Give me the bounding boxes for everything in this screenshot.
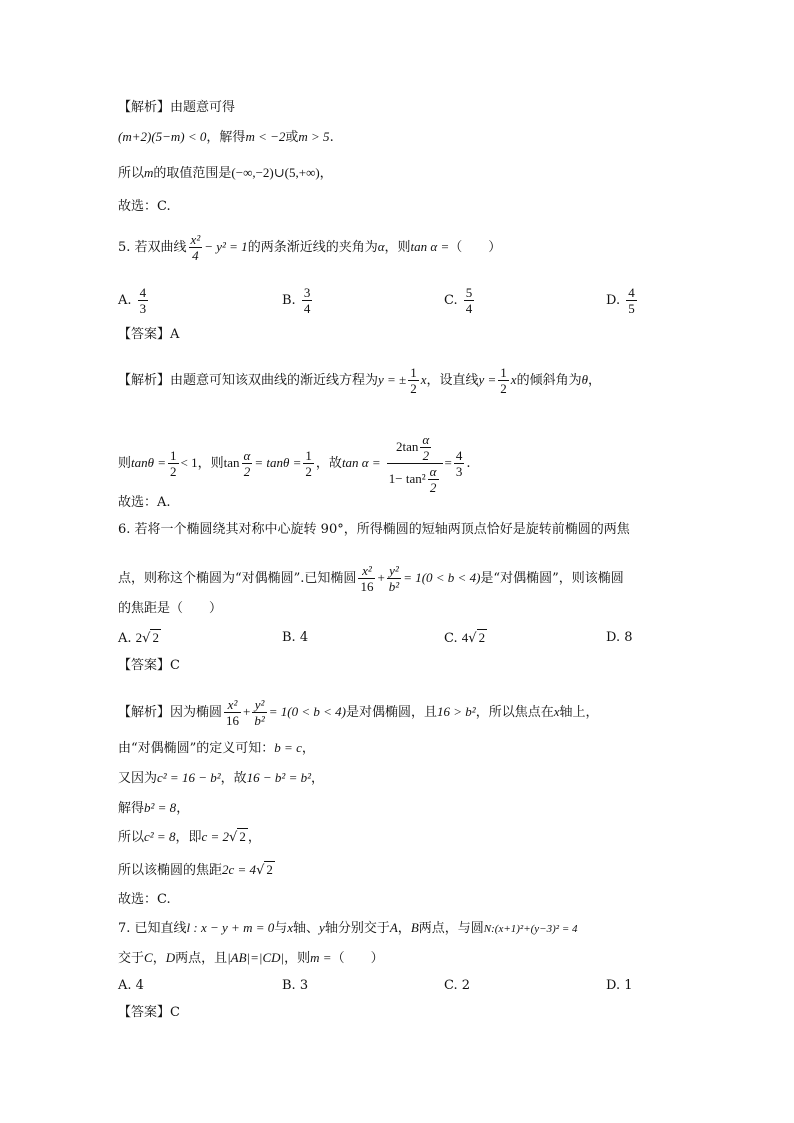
formula: 2c = 4 — [222, 862, 257, 877]
formula: 1− tan² — [388, 471, 426, 486]
formula: y = ± — [378, 372, 407, 387]
text: 故选：C. — [118, 199, 171, 214]
fraction — [252, 697, 266, 728]
option-b — [282, 285, 314, 316]
formula: = tanθ = — [254, 455, 302, 470]
text: 【答案】C — [118, 1005, 180, 1020]
text: 轴分别交于 — [324, 921, 390, 936]
formula: x — [287, 920, 294, 935]
text: 是对偶椭圆，且 — [346, 705, 438, 720]
analysis-6-line-4 — [118, 798, 189, 819]
text: ，故 — [315, 456, 342, 471]
denominator: 3 — [139, 301, 147, 316]
formula: N:(x+1)²+(y−3)² = 4 — [483, 923, 578, 935]
numerator: x² — [224, 697, 241, 713]
formula: b = c — [274, 740, 302, 755]
denominator: 5 — [628, 301, 635, 316]
numerator: 1 — [500, 365, 507, 380]
formula: 4 — [461, 630, 469, 645]
text: ， — [311, 771, 325, 786]
text: 交于 — [118, 951, 145, 966]
denominator: 3 — [455, 464, 463, 479]
fraction — [302, 285, 313, 316]
text: 或 — [285, 130, 299, 145]
text: 又因为 — [118, 771, 158, 786]
analysis-line-3 — [118, 163, 333, 184]
numerator: α — [422, 432, 430, 447]
question-6-line-3 — [118, 599, 222, 619]
text: 解得 — [118, 801, 145, 816]
text: 与 — [274, 921, 288, 936]
formula: 16 > b² — [437, 704, 476, 719]
formula: c = 2 — [201, 829, 230, 844]
fraction — [358, 563, 375, 594]
denominator: 4 — [303, 301, 311, 316]
numerator: y² — [387, 563, 401, 579]
text: 的倾斜角为 — [516, 373, 582, 388]
option-d — [606, 285, 639, 316]
fraction — [408, 365, 419, 396]
option-label: C. — [444, 631, 458, 646]
formula: tan α = — [341, 455, 381, 470]
denominator: 2 — [305, 464, 312, 479]
analysis-line-2 — [118, 127, 334, 148]
option-text: C. 2 — [444, 978, 471, 993]
formula: = 1(0 < b < 4) — [268, 704, 346, 719]
text: ，解得 — [206, 130, 246, 145]
formula: < 1 — [180, 455, 198, 470]
numerator: x² — [190, 232, 201, 247]
text: （ ） — [331, 951, 384, 966]
analysis-6-line-1 — [118, 697, 599, 728]
formula: B — [410, 920, 419, 935]
text: 则 — [118, 456, 132, 471]
formula: + — [377, 570, 385, 585]
text: 两点，与圆 — [418, 921, 484, 936]
formula: 2 — [135, 630, 143, 645]
numerator: 4 — [455, 448, 463, 463]
text: 【解析】由题意可得 — [118, 100, 236, 115]
text: 【解析】因为椭圆 — [118, 705, 223, 720]
formula: = — [444, 455, 452, 470]
numerator: α — [243, 448, 251, 463]
text: ，所以焦点在 — [475, 705, 554, 720]
numerator: 4 — [139, 285, 147, 300]
text: ，故 — [220, 771, 247, 786]
formula: x — [420, 372, 427, 387]
denominator: 2 — [422, 448, 430, 463]
fraction — [464, 285, 475, 316]
formula: α — [377, 239, 385, 254]
numerator: 1 — [305, 448, 312, 463]
analysis-6-line-6: 所以该椭圆的焦距2c = 4√ 2 — [118, 862, 273, 878]
option-label: A. — [118, 293, 132, 308]
text: 所以 — [118, 830, 145, 845]
formula: D — [165, 950, 176, 965]
radicand: 2 — [152, 630, 159, 645]
text: ，设直线 — [426, 373, 479, 388]
option-text: B. 4 — [282, 630, 309, 645]
numerator: y² — [252, 697, 266, 713]
text: . — [466, 456, 471, 471]
denominator: 4 — [465, 301, 473, 316]
text: （ ） — [449, 240, 502, 255]
numerator: 1 — [170, 448, 177, 463]
text: 6. 若将一个椭圆绕其对称中心旋转 90°，所得椭圆的短轴两顶点恰好是旋转前椭圆的两焦 — [118, 522, 630, 537]
text: 两点，且 — [175, 951, 228, 966]
text: 由“对偶椭圆”的定义可知： — [118, 741, 275, 756]
option-d — [606, 628, 633, 648]
numerator: 1 — [410, 365, 417, 380]
analysis-6-line-2 — [118, 738, 315, 759]
formula: c² = 8 — [144, 829, 176, 844]
numerator: x² — [358, 563, 375, 579]
question-5 — [118, 232, 501, 263]
option-label: B. — [282, 293, 296, 308]
option-d — [606, 976, 633, 996]
text: 【答案】C — [118, 658, 180, 673]
analysis-6-line-5: 所以c² = 8，即c = 2√ 2 ， — [118, 829, 261, 845]
fraction — [224, 697, 241, 728]
formula: |AB|=|CD| — [227, 950, 285, 965]
text: 【解析】由题意可知该双曲线的渐近线方程为 — [118, 373, 379, 388]
numerator — [387, 432, 443, 464]
answer-6 — [118, 656, 180, 676]
denominator: 2 — [500, 381, 507, 396]
option-b — [282, 976, 308, 996]
text: 5. 若双曲线 — [118, 240, 187, 255]
option-a — [118, 976, 144, 996]
text: 所以该椭圆的焦距 — [118, 863, 223, 878]
formula: tan — [223, 455, 240, 470]
option-a: A. 2√ 2 — [118, 630, 159, 646]
fraction — [242, 448, 253, 479]
text: 的取值范围是 — [153, 166, 232, 181]
fraction — [189, 232, 203, 263]
option-text: D. 8 — [606, 630, 633, 645]
text: ， — [319, 166, 333, 181]
analysis-6-line-3 — [118, 768, 324, 789]
formula: 2tan — [396, 439, 419, 454]
analysis-heading — [118, 98, 235, 118]
text: ， — [397, 921, 411, 936]
text: ，则 — [384, 240, 411, 255]
text: 轴、 — [293, 921, 320, 936]
fraction — [498, 365, 509, 396]
denominator: 2 — [410, 381, 417, 396]
numerator: 3 — [303, 285, 311, 300]
question-6-line-1 — [118, 520, 630, 540]
answer-5 — [118, 325, 179, 345]
text: 点，则称这个椭圆为“对偶椭圆”.已知椭圆 — [118, 571, 357, 586]
analysis-5-line-2 — [118, 432, 470, 495]
text: 是“对偶椭圆”，则该椭圆 — [480, 571, 624, 586]
radicand: 2 — [239, 829, 246, 844]
formula: tan α = — [410, 239, 450, 254]
question-6-line-2 — [118, 563, 624, 594]
radicand: 2 — [478, 630, 486, 645]
text: 故选：A. — [118, 495, 171, 510]
numerator: 5 — [465, 285, 473, 300]
numerator: α — [429, 464, 437, 479]
formula: m > 5 — [298, 129, 330, 144]
question-7-line-2 — [118, 948, 384, 969]
formula: y — [319, 920, 325, 935]
denominator: 2 — [243, 464, 251, 479]
fraction — [454, 448, 465, 479]
fraction — [420, 432, 431, 463]
text: 轴上， — [559, 705, 599, 720]
formula: θ — [581, 372, 588, 387]
formula: x — [553, 704, 560, 719]
fraction — [138, 285, 149, 316]
formula: m = — [310, 950, 332, 965]
choice-line-5 — [118, 493, 171, 513]
option-c — [444, 976, 470, 996]
numerator: 4 — [628, 285, 635, 300]
denominator — [387, 464, 443, 495]
analysis-5-line-1 — [118, 365, 601, 396]
choice-line — [118, 197, 171, 217]
fraction — [626, 285, 637, 316]
formula: y = — [478, 372, 497, 387]
answer-7 — [118, 1003, 180, 1023]
formula: m — [144, 165, 154, 180]
option-label: A. — [118, 631, 132, 646]
choice-line-6 — [118, 890, 171, 910]
option-text: B. 3 — [282, 978, 309, 993]
text: 的焦距是（ ） — [118, 601, 223, 616]
formula: c² = 16 − b² — [157, 770, 221, 785]
formula: b² = 8 — [144, 800, 177, 815]
option-label: C. — [444, 293, 458, 308]
fraction — [303, 448, 314, 479]
fraction — [168, 448, 179, 479]
option-b — [282, 628, 308, 648]
formula: − y² = 1 — [204, 239, 248, 254]
formula: + — [243, 704, 251, 719]
formula: A — [389, 920, 398, 935]
formula: (m+2)(5−m) < 0 — [118, 129, 207, 144]
denominator: b² — [388, 579, 400, 594]
radicand: 2 — [266, 862, 273, 877]
text: 所以 — [118, 166, 145, 181]
denominator: 2 — [429, 480, 437, 495]
text: ， — [176, 801, 190, 816]
option-c — [444, 285, 476, 316]
text: 的两条渐近线的夹角为 — [247, 240, 378, 255]
text: 【答案】A — [118, 327, 180, 342]
formula: m < −2 — [245, 129, 286, 144]
option-label: D. — [606, 293, 621, 308]
formula: 16 − b² = b² — [246, 770, 311, 785]
text: 7. 已知直线 — [118, 921, 187, 936]
denominator: b² — [254, 713, 265, 728]
fraction — [387, 563, 401, 594]
formula: C — [144, 950, 153, 965]
formula: (−∞,−2)∪(5,+∞) — [231, 165, 320, 180]
text: ，即 — [175, 830, 202, 845]
denominator: 2 — [170, 464, 177, 479]
option-c: C. 4√ 2 — [444, 630, 486, 646]
big-fraction — [387, 432, 443, 495]
text: ， — [587, 373, 601, 388]
option-text: A. 4 — [118, 978, 144, 993]
formula: = 1(0 < b < 4) — [403, 570, 481, 585]
fraction — [428, 464, 439, 495]
text: ， — [301, 741, 315, 756]
question-7-line-1 — [118, 918, 578, 939]
denominator: 4 — [192, 248, 199, 263]
formula: x — [510, 372, 517, 387]
text: 故选：C. — [118, 892, 171, 907]
denominator: 16 — [226, 713, 240, 728]
option-text: D. 1 — [606, 978, 633, 993]
formula: l : x − y + m = 0 — [186, 920, 275, 935]
text: . — [329, 130, 334, 145]
text: ， — [247, 830, 261, 845]
text: ，则 — [284, 951, 311, 966]
text: ，则 — [197, 456, 224, 471]
formula: tanθ = — [131, 455, 167, 470]
option-a — [118, 285, 150, 316]
text: ， — [152, 951, 166, 966]
denominator: 16 — [360, 579, 374, 594]
